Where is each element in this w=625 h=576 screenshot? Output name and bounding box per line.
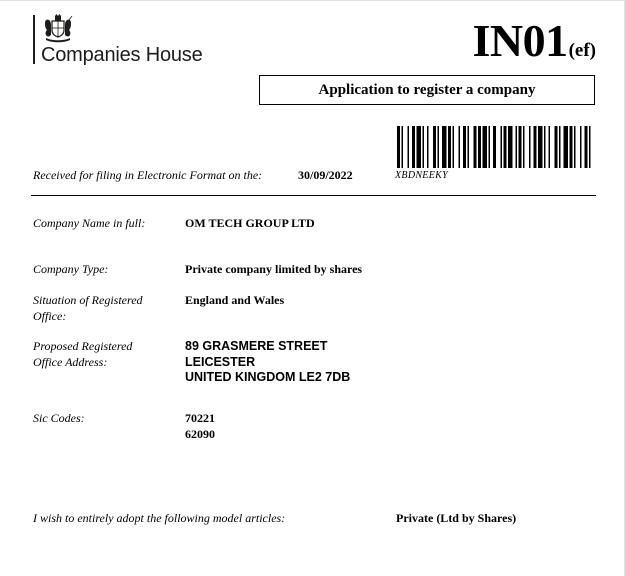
model-articles-label: I wish to entirely adopt the following model articles: (33, 511, 286, 525)
logo-bar (33, 15, 35, 64)
barcode-bar (570, 126, 573, 168)
barcode-bar (585, 126, 588, 168)
barcode-bar (408, 126, 410, 168)
barcode-bar (489, 126, 491, 168)
form-code-main: IN01 (472, 15, 568, 66)
barcode-bar (559, 126, 561, 168)
barcode-bar (474, 126, 477, 168)
barcode-bar (516, 126, 518, 168)
barcode-bar (538, 126, 543, 168)
barcode-bar (438, 126, 440, 168)
barcode-bar (433, 126, 436, 168)
situation-value: England and Wales (185, 293, 285, 307)
company-name-label: Company Name in full: (33, 216, 146, 230)
companies-house-logo (31, 13, 211, 69)
received-label: Received for filing in Electronic Format on the: (33, 168, 263, 182)
barcode-text: XBDNEEKY (395, 170, 448, 181)
address-value (185, 339, 350, 386)
barcode-bar (564, 126, 569, 168)
sic-code: 70221 (185, 411, 215, 425)
barcode-bar (508, 126, 513, 168)
barcode-bar (448, 126, 451, 168)
royal-coat-of-arms-icon (42, 13, 74, 43)
barcode-bar (417, 126, 422, 168)
barcode-bar (555, 126, 558, 168)
form-code-suffix: (ef) (568, 40, 596, 61)
form-title-box (259, 75, 595, 105)
form-title: Application to register a company (318, 81, 536, 98)
barcode-bar (412, 126, 415, 168)
barcode-bar (459, 126, 461, 168)
barcode (397, 126, 595, 168)
address-line: LEICESTER (185, 354, 256, 369)
company-type-value: Private company limited by shares (185, 262, 363, 276)
barcode-bar (442, 126, 447, 168)
barcode-bar (580, 126, 582, 168)
sic-code: 62090 (185, 426, 215, 441)
barcode-bar (453, 126, 455, 168)
barcode-bar (478, 126, 481, 168)
sic-codes-value (185, 411, 215, 442)
barcode-bar (574, 126, 576, 168)
form-code (472, 14, 596, 67)
barcode-bar (544, 126, 546, 168)
address-label: Proposed Registered Office Address: (33, 339, 133, 369)
barcode-bar (529, 126, 531, 168)
barcode-bar (504, 126, 507, 168)
sic-codes-label: Sic Codes: (33, 411, 85, 425)
barcode-bar (534, 126, 537, 168)
company-name-value: OM TECH GROUP LTD (185, 216, 315, 230)
barcode-bar (519, 126, 522, 168)
barcode-bar (501, 126, 503, 168)
barcode-bar (523, 126, 525, 168)
address-line: UNITED KINGDOM LE2 7DB (185, 370, 351, 384)
barcode-bar (427, 126, 429, 168)
barcode-bar (463, 126, 466, 168)
divider-rule (31, 195, 596, 196)
barcode-bar (549, 126, 551, 168)
barcode-bar (493, 126, 496, 168)
situation-label: Situation of Registered Office: (33, 293, 143, 323)
barcode-bar (468, 126, 470, 168)
model-articles-value: Private (Ltd by Shares) (396, 511, 517, 525)
barcode-bar (589, 126, 591, 168)
barcode-bar (402, 126, 404, 168)
barcode-bar (483, 126, 488, 168)
organisation-name: Companies House (41, 44, 203, 66)
barcode-bar (423, 126, 425, 168)
received-date: 30/09/2022 (298, 168, 353, 182)
page-edge-top (0, 0, 625, 1)
barcode-bar (397, 126, 400, 168)
company-type-label: Company Type: (33, 262, 109, 276)
address-line: 89 GRASMERE STREET (185, 339, 328, 353)
